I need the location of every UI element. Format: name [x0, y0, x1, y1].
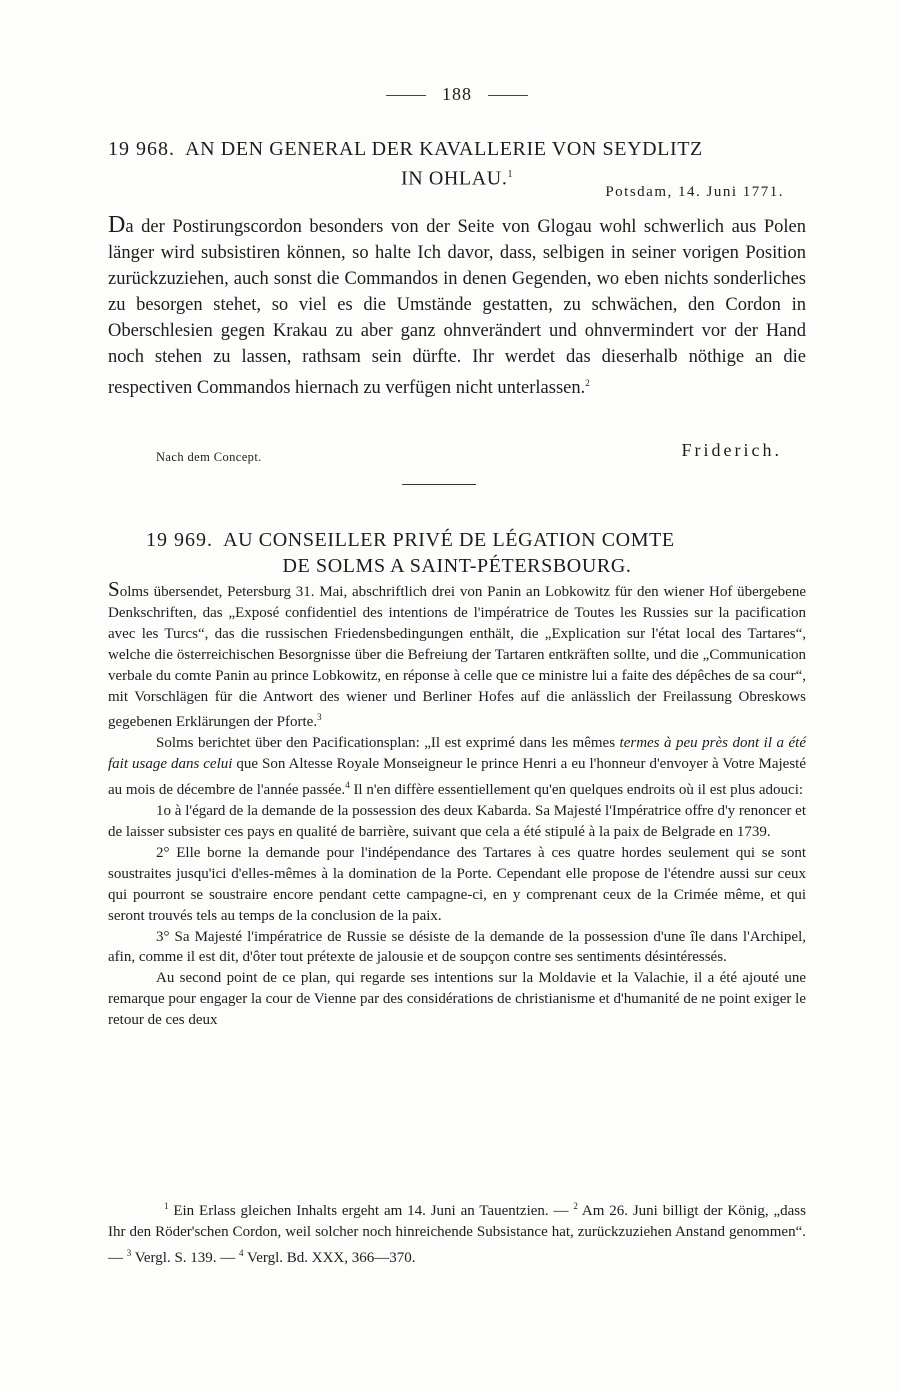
footnote-3: Vergl. S. 139. — — [131, 1250, 240, 1266]
letter-2-p2-italic: termes à peu près dont il a été fait usage dans celui — [108, 735, 806, 773]
page-number-line — [108, 84, 806, 105]
dash-left — [386, 95, 426, 96]
letter-2-paragraph-1 — [108, 579, 806, 733]
dash-right — [488, 95, 528, 96]
letter-2-heading-line1 — [108, 527, 806, 553]
footnote-1-mark: 1 — [164, 1201, 169, 1211]
letter-2-p1-note: 3 — [317, 712, 322, 723]
letter-2-p2-text-a: Solms berichtet über den Pacificationsplan: „Il est exprimé dans les mêmes — [156, 735, 620, 752]
letter-1-body — [108, 212, 806, 401]
letter-1-title-line2: IN OHLAU. — [400, 167, 508, 190]
page-number: 188 — [442, 84, 472, 104]
letter-2-p2-note: 4 — [345, 780, 350, 791]
letter-2-p1-text: olms übersendet, Petersburg 31. Mai, abschriftlich drei von Panin an Lobkowitz für den wiener Hof übergebene Denkschriften, das „Exposé confidentiel des intentions de l'impératrice de Toutes les Russies sur la pacification avec les Turcs“, das die russischen Friedensbedingungen enthält, die „Explication sur l'état local des Tartares“, welche die österreichischen Besorgnisse über die Befreiung der Tartaren entkräften sollte, und die „Communication verbale du comte Panin au prince Lobkowitz, en réponse à celle que ce ministre lui a faite des dépêches de sa cour“, mit Vorschlägen für die Antwort des wiener und Berliner Hofes auf die anlässlich der Freilassung Obreskows gegebenen Erklärungen der Pforte. — [108, 584, 806, 731]
letter-2-title-line1: AU CONSEILLER PRIVÉ DE LÉGATION COMTE — [223, 529, 675, 551]
letter-1-title-line1: AN DEN GENERAL DER KAVALLERIE VON SEYDLITZ — [185, 138, 703, 160]
letter-2-paragraph-5: 3° Sa Majesté l'impératrice de Russie se désiste de la demande de la possession d'une île dans l'Archipel, afin, comme il est dit, d'ôter tout prétexte de jalousie et de soupçon contre ses sentiments désintéressés. — [108, 928, 806, 966]
section-divider — [402, 484, 476, 485]
footnote-3-mark: 3 — [126, 1248, 132, 1258]
letter-1-initial: D — [108, 212, 126, 238]
letter-2-number: 19 969. — [146, 529, 213, 551]
footnote-4: Vergl. Bd. XXX, 366—370. — [243, 1250, 416, 1266]
letter-1-source: Nach dem Concept. — [156, 450, 262, 464]
letter-2-title-line2: DE SOLMS A SAINT-PÉTERSBOURG. — [282, 555, 632, 577]
footnote-2-mark: 2 — [573, 1201, 578, 1211]
letter-2-paragraph-4: 2° Elle borne la demande pour l'indépendance des Tartares à ces quatre hordes seulement qui se sont soustraites jusqu'ici d'elles-mêmes à la domination de la Porte. Cependant elle propose de l'étendre aussi sur ceux qui pourront se soustraire encore pendant cette campagne-ci, en y comprenant ceux de la Crimée même, et qui seront trouvés tels au temps de la conclusion de la paix. — [108, 844, 806, 924]
footnotes — [108, 1196, 806, 1269]
footnote-2: Am 26. Juni billigt der König, „dass Ihr den Röder'schen Cordon, weil solcher noch hinreichende Subsistance hat, zurückzuziehen Anstand genommen“. — — [108, 1203, 806, 1266]
footnote-1: Ein Erlass gleichen Inhalts ergeht am 14. Juni an Tauentzien. — — [168, 1203, 574, 1219]
letter-2-initial: S — [108, 577, 120, 601]
letter-2-p2-text-b: que Son Altesse Royale Monseigneur le prince Henri a eu l'honneur d'envoyer à Votre Majesté au mois de décembre de l'année passée. — [108, 756, 806, 799]
letter-1-text: a der Postirungscordon besonders von der Seite von Glogau wohl schwerlich aus Polen länger wird subsistiren können, so halte Ich davor, dass, selbigen in seiner vorigen Position zurückzuziehen, auch sonst die Commandos in denen Gegenden, wo eben nichts sonderliches zu besorgen stehet, so viel es die Umstände gestatten, zu schwächen, den Cordon in Oberschlesien gegen Krakau zu aber ganz ohnverändert und ohnvermindert vor der Hand noch stehen zu lassen, rathsam sein dürfte. Ihr werdet das dieserhalb nöthige an die respectiven Commandos hiernach zu verfügen nicht unterlassen. — [108, 217, 806, 399]
footnote-4-mark: 4 — [239, 1248, 244, 1258]
letter-2-paragraph-3: 1o à l'égard de la demande de la possession des deux Kabarda. Sa Majesté l'Impératrice offre d'y renoncer et de laisser subsister ces pays en qualité de barrière, suivant que cela a été stipulé à la paix de Belgrade en 1739. — [108, 803, 806, 840]
letter-2-paragraph-6: Au second point de ce plan, qui regarde ses intentions sur la Moldavie et la Valachie, il a été ajouté une remarque pour engager la cour de Vienne par des considérations de christianisme et d'humanité de ne point exiger le retour de ces deux — [108, 970, 806, 1029]
letter-2-heading-line2 — [108, 553, 806, 579]
letter-1-heading-line1 — [108, 136, 806, 162]
footnote-block — [108, 1196, 806, 1269]
letter-2-p2-text-c: Il n'en diffère essentiellement qu'en quelques endroits où il est plus adouci: — [349, 782, 804, 799]
letter-1-title-note: 1 — [507, 169, 514, 180]
letter-1-number: 19 968. — [108, 138, 175, 160]
letter-1-dateline: Potsdam, 14. Juni 1771. — [605, 184, 784, 200]
letter-1-signature: Friderich. — [681, 440, 782, 460]
letter-2-heading — [108, 527, 806, 579]
letter-2-body — [108, 579, 806, 1031]
letter-1-body-note: 2 — [585, 378, 590, 388]
letter-2-paragraph-2 — [108, 733, 806, 801]
